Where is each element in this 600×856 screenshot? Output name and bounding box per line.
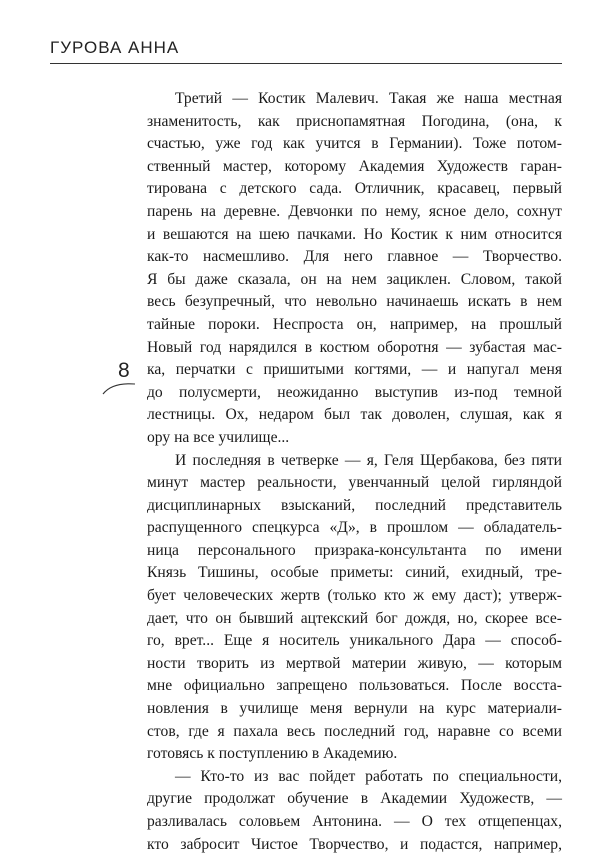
text-line: бует человеческих жертв (только кто ж ему даст); утверж- [147,587,562,605]
running-head-title: ГУРОВА АННА [50,38,180,57]
text-line: лестницы. Ох, недаром был так доволен, слушая, как я [147,406,562,424]
text-line: новления в училище меня вернули на курс материали- [147,700,562,718]
text-line: минут мастер реальности, увенчанный целой гирляндой [147,474,562,492]
text-line: до полусмерти, неожиданно выступив из-под темной [147,383,562,401]
text-line: как-то насмешливо. Для него главное — Творчество. [147,248,562,266]
text-line: Третий — Костик Малевич. Такая же наша местная [175,90,562,107]
body-text [147,88,562,856]
text-line: другие продолжат обучение в Академии Художеств, — [147,790,562,808]
text-line: И последняя в четверке — я, Геля Щербакова, без пяти [175,451,562,469]
paragraph-1 [147,88,562,450]
text-line: счастью, уже год как учится в Германии). Тоже потом- [147,135,562,153]
text-line: ственный мастер, которому Академия Художеств гаран- [147,157,562,175]
text-line: разливалась соловьем Антонина. — О тех отщепенцах, [147,813,562,830]
text-line: ка, перчатки с пришитыми когтями, — и напугал меня [147,361,562,379]
text-line: — Кто-то из вас пойдет работать по специальности, [175,767,562,785]
text-line: знаменитость, как приснопамятная Погодина, (она, к [147,112,562,130]
text-line: распущенного спецкурса «Д», в прошлом — обладатель- [147,519,562,537]
text-line: и вешаются на шею пачками. Но Костик к ним относится [147,225,562,243]
text-line: ница персонального призрака-консультанта по имени [147,541,562,559]
header-rule [50,63,562,64]
text-line: готовясь к поступлению в Академию. [147,745,398,763]
paragraph-2 [147,450,562,766]
page-number-swash [102,382,136,396]
paragraph-3 [147,766,562,856]
text-line: стов, где я пахала весь последний год, наравне со всеми [147,722,562,740]
page-number: 8 [118,359,130,382]
text-line: го, врет... Еще я носитель уникального Дара — способ- [147,632,562,650]
text-line: дисциплинарных взысканий, последний представитель [147,496,562,514]
text-line: весь безупречный, что невольно начинаешь искать в нем [147,293,562,311]
text-line: парень на деревне. Девчонки по нему, ясное дело, сохнут [147,202,562,220]
text-line: мне официально запрещено пользоваться. После восста- [147,677,562,695]
text-line: Я бы даже сказала, он на нем зациклен. Словом, такой [147,270,562,288]
text-line: тайные пороки. Неспроста он, например, на прошлый [147,315,562,333]
text-line: ности творить из мертвой материи живую, — которым [147,654,562,672]
text-line: дает, что он бывший ацтекский бог дождя, но, скорее все- [147,609,562,627]
text-line: Князь Тишины, особые приметы: синий, ехидный, тре- [147,564,562,582]
text-line: ору на все училище... [147,428,290,446]
text-line: Новый год нарядился в костюм оборотня — зубастая мас- [147,338,562,356]
text-line: тирована с детского сада. Отличник, красавец, первый [147,180,562,198]
text-line: кто забросит Чистое Творчество, и подастся, например, [147,835,562,853]
